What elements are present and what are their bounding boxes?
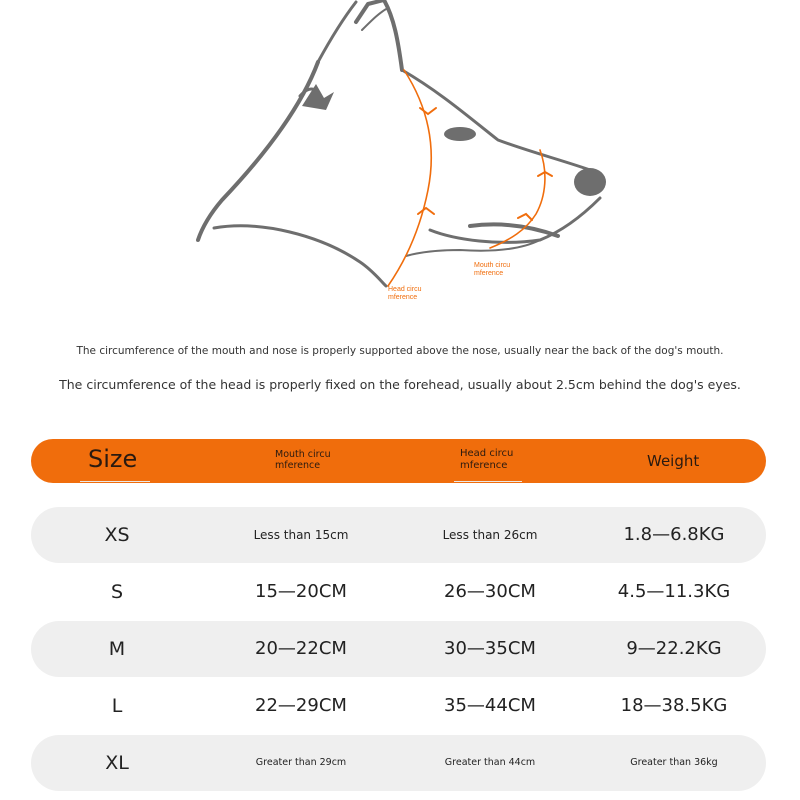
- dog-back-ear-outline: [318, 2, 356, 62]
- table-row-xs: [31, 507, 766, 563]
- row-size: XL: [105, 752, 129, 774]
- row-mouth: Greater than 29cm: [255, 757, 347, 768]
- row-head: 26—30CM: [444, 581, 536, 602]
- dog-head-illustration: [0, 0, 800, 320]
- header-mouth-circumference: Mouth circu mference: [275, 449, 331, 471]
- head-circumference-label-1: Head circu: [388, 286, 422, 293]
- row-weight: 9—22.2KG: [626, 638, 722, 659]
- mouth-circumference-label-2: mference: [474, 270, 504, 277]
- row-head: 30—35CM: [444, 638, 536, 659]
- mouth-circumference-line: [490, 150, 545, 248]
- row-head: 35—44CM: [444, 695, 536, 716]
- header-head-circumference: Head circu mference: [460, 448, 514, 471]
- header-weight: Weight: [647, 452, 700, 470]
- table-row-m: [31, 621, 766, 677]
- dog-nose: [574, 168, 606, 196]
- row-size: XS: [104, 524, 130, 546]
- mouth-measure-note: The circumference of the mouth and nose is properly supported above the nose, usually near the back of the dog's mouth.: [76, 345, 724, 357]
- row-size: S: [110, 581, 124, 603]
- row-mouth: 22—29CM: [255, 695, 347, 716]
- head-measure-note: The circumference of the head is properly fixed on the forehead, usually about 2.5cm behind the dog's eyes.: [59, 377, 741, 392]
- head-circumference-label-2: mference: [388, 294, 418, 301]
- row-weight: 1.8—6.8KG: [623, 524, 725, 545]
- mouth-circumference-label-1: Mouth circu: [474, 262, 511, 269]
- table-row-xl: [31, 735, 766, 791]
- row-mouth: 15—20CM: [255, 581, 347, 602]
- row-size: L: [111, 695, 123, 717]
- size-table-header: [31, 439, 766, 483]
- dog-neck-outline: [198, 62, 318, 240]
- row-size: M: [108, 638, 126, 660]
- table-row-l: [31, 678, 766, 734]
- header-size-underline: [80, 481, 150, 482]
- row-mouth: Less than 15cm: [253, 528, 349, 542]
- header-head-underline: [454, 481, 522, 482]
- dog-eye: [444, 127, 476, 141]
- row-mouth: 20—22CM: [255, 638, 347, 659]
- row-head: Less than 26cm: [442, 528, 538, 542]
- row-head: Greater than 44cm: [444, 757, 536, 768]
- dog-ear-outline: [356, 0, 402, 70]
- head-circumference-line: [388, 70, 431, 286]
- row-weight: 18—38.5KG: [620, 695, 728, 716]
- row-weight: 4.5—11.3KG: [617, 581, 731, 602]
- header-size: Size: [88, 445, 138, 473]
- row-weight: Greater than 36kg: [630, 757, 718, 768]
- dog-chest-outline: [214, 226, 386, 286]
- table-row-s: [31, 564, 766, 620]
